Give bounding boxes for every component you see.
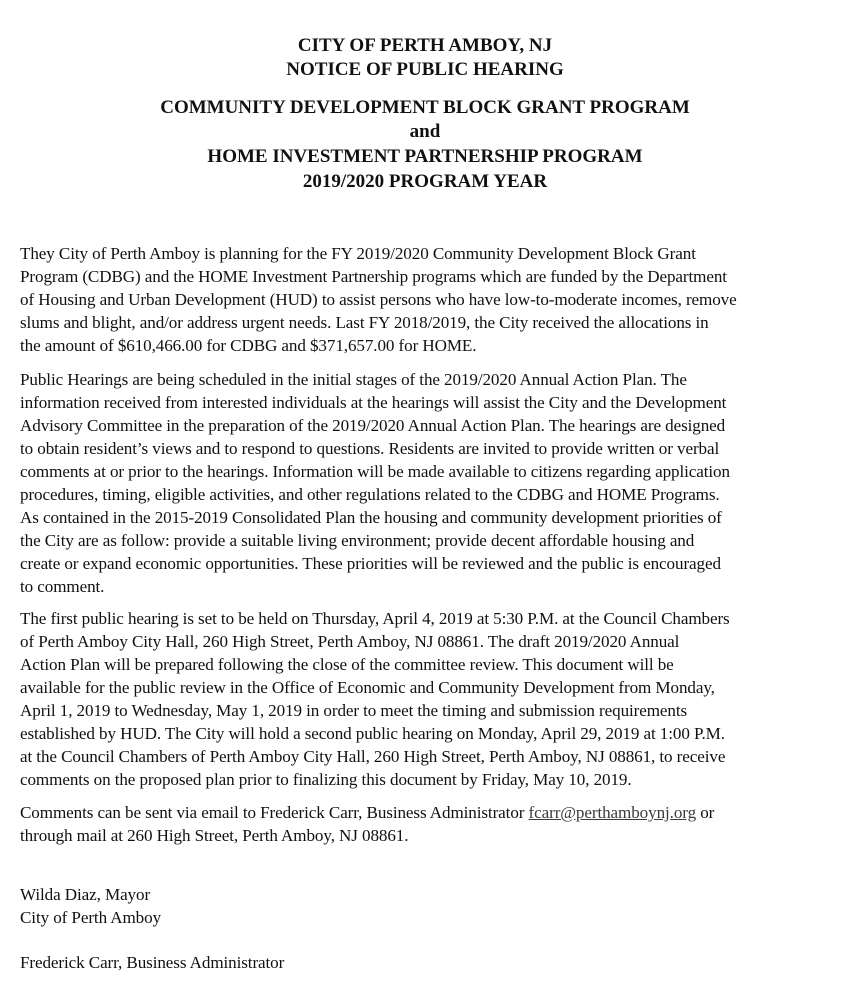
paragraph-line: at the Council Chambers of Perth Amboy City Hall, 260 High Street, Perth Amboy, NJ 08861, to receive xyxy=(20,747,726,766)
comments-tail: or xyxy=(696,803,715,822)
comments-text: Comments can be sent via email to Frederick Carr, Business Administrator xyxy=(20,803,529,822)
paragraph-line: the City are as follow: provide a suitable living environment; provide decent affordable housing and xyxy=(20,531,695,550)
paragraph-line: The first public hearing is set to be held on Thursday, April 4, 2019 at 5:30 P.M. at the Council Chambers xyxy=(20,609,730,628)
signature-mayor xyxy=(20,883,840,929)
paragraph-line: comments on the proposed plan prior to finalizing this document by Friday, May 10, 2019. xyxy=(20,770,632,789)
paragraph-line: comments at or prior to the hearings. Information will be made available to citizens regarding application xyxy=(20,462,730,481)
paragraph-schedule xyxy=(20,607,840,791)
signature-admin xyxy=(20,951,840,974)
paragraph-line: Advisory Committee in the preparation of the 2019/2020 Annual Action Plan. The hearings are designed xyxy=(20,416,726,435)
paragraph-line: the amount of $610,466.00 for CDBG and $371,657.00 for HOME. xyxy=(20,336,477,355)
paragraph-line: Program (CDBG) and the HOME Investment Partnership programs which are funded by the Department xyxy=(20,267,727,286)
paragraph-comments xyxy=(20,801,840,847)
paragraph-line: established by HUD. The City will hold a second public hearing on Monday, April 29, 2019 at 1:00 P.M. xyxy=(20,724,725,743)
paragraph-line: slums and blight, and/or address urgent needs. Last FY 2018/2019, the City received the allocations in xyxy=(20,313,709,332)
paragraph-line: procedures, timing, eligible activities, and other regulations related to the CDBG and HOME Programs. xyxy=(20,485,720,504)
header-cdbg-program: COMMUNITY DEVELOPMENT BLOCK GRANT PROGRAM xyxy=(160,97,690,118)
paragraph-line xyxy=(20,801,840,824)
paragraph-intro xyxy=(20,242,840,357)
header-city-title: CITY OF PERTH AMBOY, NJ xyxy=(297,35,553,56)
paragraph-line: Action Plan will be prepared following the close of the committee review. This document will be xyxy=(20,655,674,674)
header-program-year: 2019/2020 PROGRAM YEAR xyxy=(302,171,548,192)
paragraph-line: As contained in the 2015-2019 Consolidated Plan the housing and community development priorities of xyxy=(20,508,722,527)
header-and: and xyxy=(409,121,441,142)
header-home-program: HOME INVESTMENT PARTNERSHIP PROGRAM xyxy=(207,146,643,167)
paragraph-line: to obtain resident’s views and to respond to questions. Residents are invited to provide written or verbal xyxy=(20,439,720,458)
mayor-name: Wilda Diaz, Mayor xyxy=(20,885,151,904)
paragraph-line: They City of Perth Amboy is planning for the FY 2019/2020 Community Development Block Grant xyxy=(20,244,696,263)
paragraph-line: information received from interested individuals at the hearings will assist the City and the Development xyxy=(20,393,727,412)
paragraph-hearings xyxy=(20,368,840,598)
paragraph-line: through mail at 260 High Street, Perth Amboy, NJ 08861. xyxy=(20,826,409,845)
paragraph-line: available for the public review in the Office of Economic and Community Development from Monday, xyxy=(20,678,715,697)
paragraph-line: create or expand economic opportunities. These priorities will be reviewed and the public is encouraged xyxy=(20,554,721,573)
paragraph-line: to comment. xyxy=(20,577,105,596)
header-notice-title: NOTICE OF PUBLIC HEARING xyxy=(286,59,564,80)
paragraph-line: April 1, 2019 to Wednesday, May 1, 2019 in order to meet the timing and submission requirements xyxy=(20,701,688,720)
paragraph-line: of Perth Amboy City Hall, 260 High Street, Perth Amboy, NJ 08861. The draft 2019/2020 Annual xyxy=(20,632,680,651)
paragraph-line: Public Hearings are being scheduled in the initial stages of the 2019/2020 Annual Action Plan. The xyxy=(20,370,687,389)
paragraph-line: of Housing and Urban Development (HUD) to assist persons who have low-to-moderate incomes, remove xyxy=(20,290,737,309)
email-link[interactable]: fcarr@perthamboynj.org xyxy=(528,803,697,822)
admin-name: Frederick Carr, Business Administrator xyxy=(20,953,285,972)
mayor-city: City of Perth Amboy xyxy=(20,908,162,927)
